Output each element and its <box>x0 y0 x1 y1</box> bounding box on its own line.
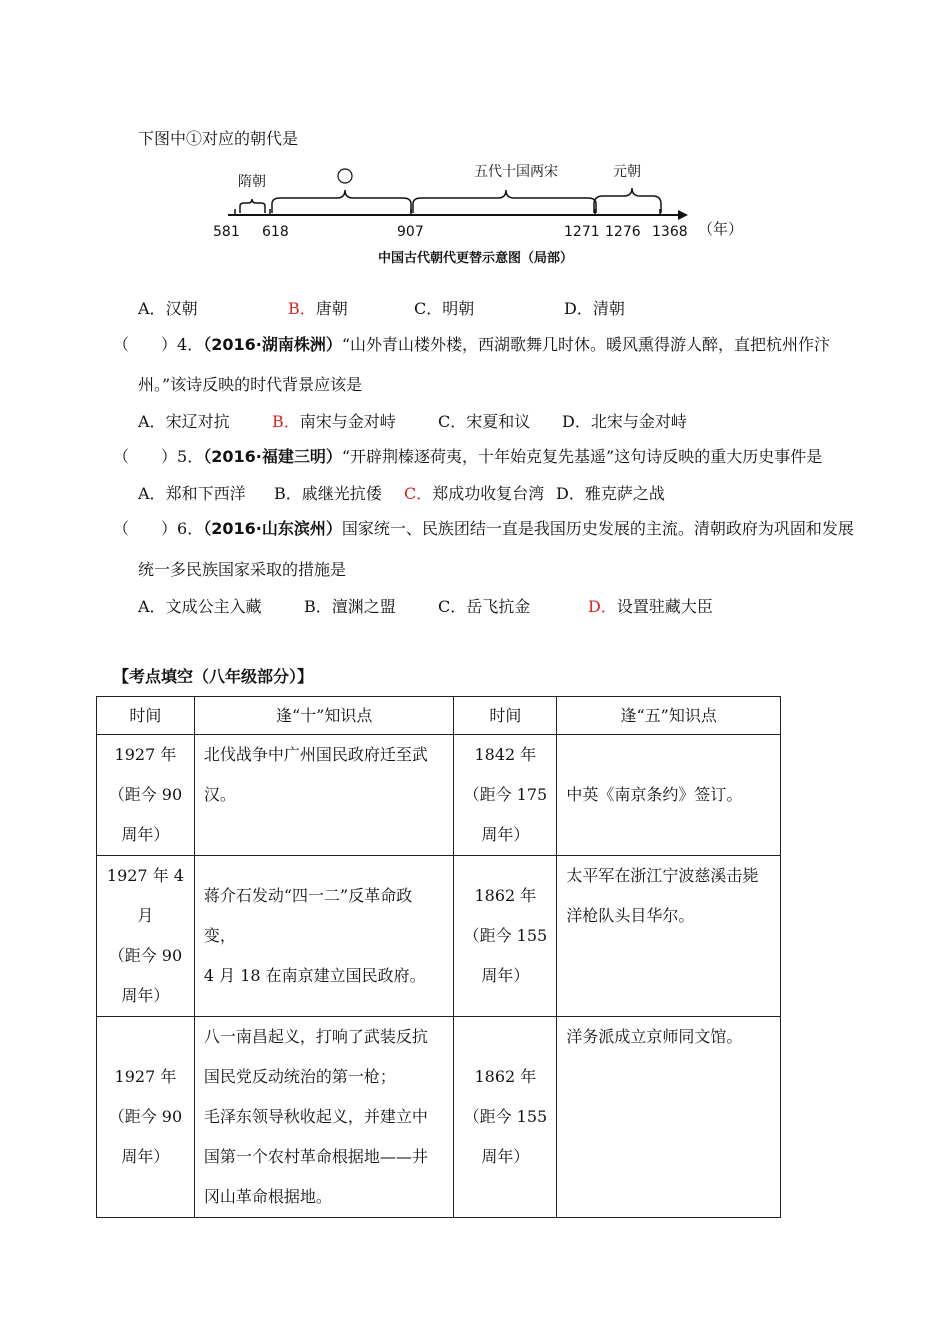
row3-time-10: 1927 年 （距今 90 周年） <box>97 1017 195 1218</box>
q3-option-c: C．明朝 <box>414 299 475 318</box>
q3-stem: 下图中①对应的朝代是 <box>138 129 299 148</box>
section-title: 【考点填空（八年级部分）】 <box>113 667 314 686</box>
row2-event-5: 太平军在浙江宁波慈溪击毙 洋枪队头目华尔。 <box>557 856 781 1017</box>
year-1276: 1276 <box>605 224 641 240</box>
q5-line1: （ ）5．（2016·福建三明）“开辟荆榛逐荷夷，十年始克复先基遥”这句诗反映的重大历史事件是 <box>113 447 823 466</box>
anniversary-table <box>96 696 781 1218</box>
year-618: 618 <box>262 224 289 240</box>
row3-time-5: 1862 年 （距今 155 周年） <box>454 1017 557 1218</box>
q6-option-a: A．文成公主入藏 <box>138 597 262 616</box>
q6-line2: 统一多民族国家采取的措施是 <box>138 560 347 579</box>
row1-time-5: 1842 年 （距今 175 周年） <box>454 735 557 856</box>
q4-line2: 州。”该诗反映的时代背景应该是 <box>138 375 363 394</box>
table-row <box>97 735 781 856</box>
brace-circle-one <box>272 190 411 213</box>
label-yuan: 元朝 <box>613 164 641 180</box>
q5-option-c: C．郑成功收复台湾 <box>404 484 545 503</box>
header-time-5: 时间 <box>454 697 557 735</box>
header-event-5: 逢“五”知识点 <box>557 697 781 735</box>
row2-time-10: 1927 年 4 月 （距今 90 周年） <box>97 856 195 1017</box>
q3-option-b: B．唐朝 <box>288 299 348 318</box>
q3-option-d: D．清朝 <box>564 299 625 318</box>
header-time-10: 时间 <box>97 697 195 735</box>
q5-option-b: B．戚继光抗倭 <box>274 484 382 503</box>
row2-time-5: 1862 年 （距今 155 周年） <box>454 856 557 1017</box>
q4-option-d: D．北宋与金对峙 <box>562 412 687 431</box>
label-sui: 隋朝 <box>238 174 266 190</box>
label-song: 五代十国两宋 <box>474 164 558 180</box>
table-header-row <box>97 697 781 735</box>
brace-yuan <box>594 188 661 213</box>
row1-time-10: 1927 年 （距今 90 周年） <box>97 735 195 856</box>
table-row <box>97 856 781 1017</box>
q5-options <box>138 481 665 504</box>
q3-option-a: A．汉朝 <box>138 299 198 318</box>
q5-option-d: D．雅克萨之战 <box>556 484 665 503</box>
row1-event-10: 北伐战争中广州国民政府迁至武 汉。 <box>194 735 454 856</box>
q4-option-a: A．宋辽对抗 <box>138 412 230 431</box>
year-907: 907 <box>397 224 424 240</box>
year-1368: 1368 <box>652 224 688 240</box>
q6-option-d: D．设置驻藏大臣 <box>588 597 713 616</box>
dynasty-timeline-diagram <box>200 158 760 268</box>
q6-answer-paren[interactable]: （ ） <box>113 519 178 538</box>
q6-option-c: C．岳飞抗金 <box>438 597 531 616</box>
table-row <box>97 1017 781 1218</box>
q4-option-b: B．南宋与金对峙 <box>272 412 396 431</box>
row3-event-10: 八一南昌起义，打响了武装反抗 国民党反动统治的第一枪； 毛泽东领导秋收起义，并建立中 国第一个农村革命根据地——井 冈山革命根据地。 <box>194 1017 454 1218</box>
q5-option-a: A．郑和下西洋 <box>138 484 246 503</box>
q6-option-b: B．澶渊之盟 <box>304 597 396 616</box>
q3-options <box>138 296 625 319</box>
year-1271: 1271 <box>564 224 600 240</box>
year-581: 581 <box>213 224 240 240</box>
row2-event-10: 蒋介石发动“四一二”反革命政 变， 4 月 18 在南京建立国民政府。 <box>194 856 454 1017</box>
q6-options <box>138 594 713 617</box>
q4-option-c: C．宋夏和议 <box>438 412 531 431</box>
row3-event-5: 洋务派成立京师同文馆。 <box>557 1017 781 1218</box>
timeline-arrow <box>678 210 688 220</box>
row1-event-5: 中英《南京条约》签订。 <box>557 735 781 856</box>
brace-song <box>413 190 596 213</box>
q4-options <box>138 409 687 432</box>
header-event-10: 逢“十”知识点 <box>194 697 454 735</box>
q5-answer-paren[interactable]: （ ） <box>113 447 178 466</box>
q4-answer-paren[interactable]: （ ） <box>113 335 178 354</box>
brace-sui <box>240 199 265 213</box>
q4-line1: （ ）4．（2016·湖南株洲）“山外青山楼外楼，西湖歌舞几时休。暖风熏得游人醉，直把杭州作汴 <box>113 335 831 354</box>
year-unit: （年） <box>698 220 744 238</box>
q6-line1: （ ）6．（2016·山东滨州）国家统一、民族团结一直是我国历史发展的主流。清朝政府为巩固和发展 <box>113 519 854 538</box>
diagram-caption: 中国古代朝代更替示意图（局部） <box>378 251 574 266</box>
